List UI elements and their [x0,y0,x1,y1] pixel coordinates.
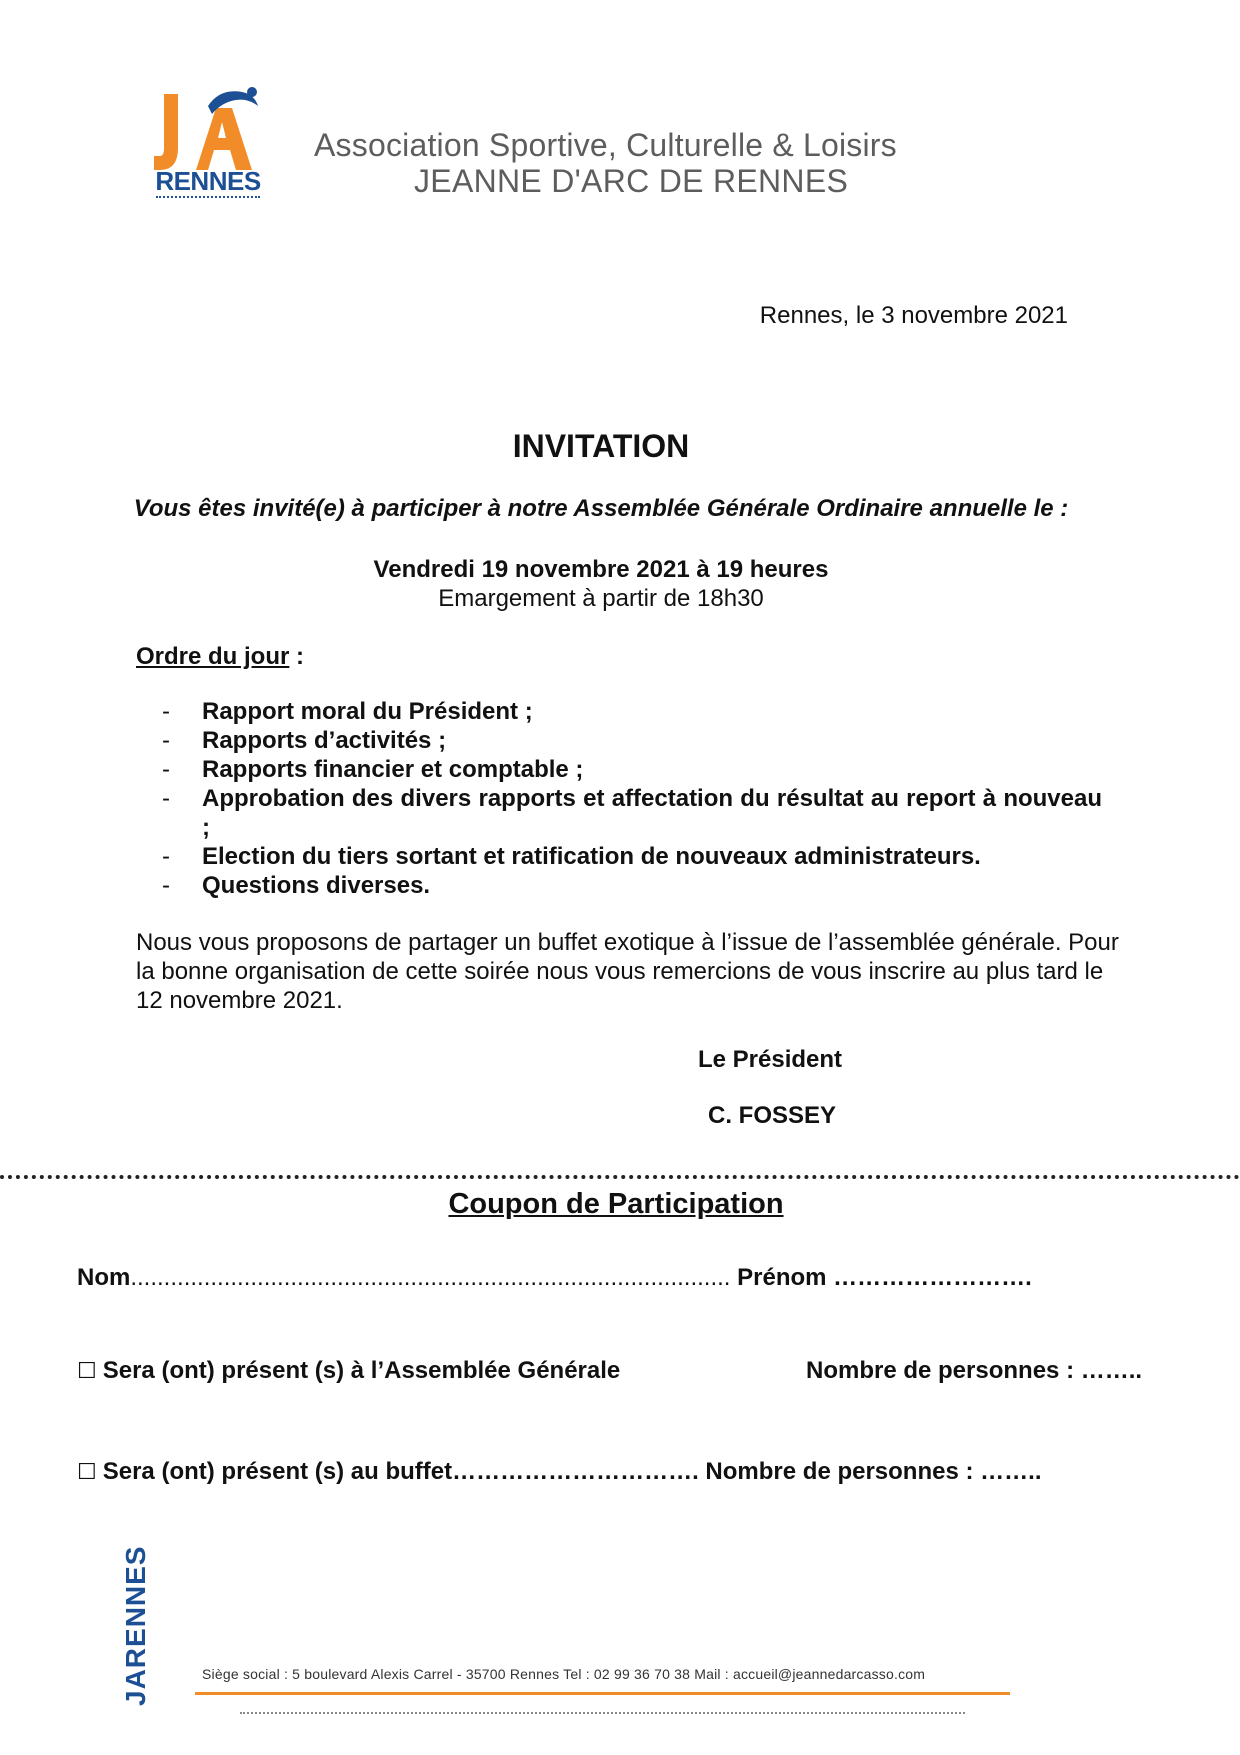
bullet-dash: - [162,843,170,870]
footer-address: Siège social : 5 boulevard Alexis Carrel - 35700 Rennes Tel : 02 99 36 70 38 Mail : accueil@jeannedarcasso.com [202,1666,926,1682]
footer-logo-text: JARENNES [120,1545,151,1706]
bullet-dash: - [162,727,170,754]
ja-logo-mark-icon [150,86,265,174]
ag-attendance-label: Sera (ont) présent (s) à l’Assemblée Générale [102,1357,621,1384]
bullet-dash: - [162,698,170,725]
agenda-heading [136,643,304,671]
coupon-title [0,1188,1232,1221]
logo-rennes-text: RENNES [155,166,261,196]
list-item [162,871,1102,900]
footer-orange-rule [195,1692,1010,1695]
agenda-heading-colon: : [289,643,305,670]
buffet-checkbox-icon[interactable]: ☐ [77,1459,97,1484]
footer-logo [110,1545,160,1726]
logo-subtitle-decoration [156,196,260,200]
org-name-line1: Association Sportive, Culturelle & Loisirs [314,127,897,163]
agenda-item-text: Election du tiers sortant et ratification de nouveaux administrateurs. [202,843,981,870]
list-item [162,726,1102,755]
agenda-item-text: Rapport moral du Président ; [202,698,533,725]
bullet-dash: - [162,785,170,812]
firstname-label[interactable]: Prénom ……………………. [730,1264,1032,1291]
buffet-attendance-label: Sera (ont) présent (s) au buffet…………………………. Nombre de personnes : …….. [102,1458,1042,1485]
bullet-dash: - [162,872,170,899]
page-title: INVITATION [512,428,690,464]
signature-name: C. FOSSEY [708,1102,837,1129]
agenda-list [162,697,1102,900]
invitation-text: Vous êtes invité(e) à participer à notre Assemblée Générale Ordinaire annuelle le : [133,495,1069,522]
event-datetime: Vendredi 19 novembre 2021 à 19 heures [373,556,829,583]
agenda-item-text: Rapports d’activités ; [202,727,447,754]
list-item [162,755,1102,784]
logo-ja-rennes [150,86,265,204]
signature-title: Le Président [698,1046,843,1073]
cut-line-divider [0,1175,1240,1179]
buffet-attendance-row[interactable] [77,1458,1042,1486]
coupon-title-text: Coupon de Participation [448,1188,784,1220]
buffet-paragraph: Nous vous proposons de partager un buffet exotique à l’issue de l’assemblée générale. Pour la bonne organisation de cette soirée nous vous remercions de vous inscrire au plus tard le 12 novembre 2021. [136,929,1119,1014]
footer-grey-rule [240,1712,965,1714]
agenda-heading-text: Ordre du jour [136,643,290,670]
letter-date: Rennes, le 3 novembre 2021 [759,302,1068,329]
list-item [162,697,1102,726]
agenda-item-text: Rapports financier et comptable ; [202,756,584,783]
ag-checkbox-icon[interactable]: ☐ [77,1358,97,1383]
emargement-time: Emargement à partir de 18h30 [438,585,764,612]
list-item [162,784,1102,842]
ag-count-field[interactable]: Nombre de personnes : …….. [806,1357,1143,1384]
name-label: Nom [77,1264,131,1291]
name-input-dots[interactable]: .......................................................................................... [130,1264,731,1291]
agenda-item-text: Questions diverses. [202,872,431,899]
name-field-row[interactable] [77,1264,1032,1292]
org-name-line2: JEANNE D'ARC DE RENNES [414,163,849,199]
ag-attendance-row[interactable] [77,1357,620,1385]
bullet-dash: - [162,756,170,783]
agenda-item-text: Approbation des divers rapports et affectation du résultat au report à nouveau ; [202,785,1102,841]
list-item [162,842,1102,871]
